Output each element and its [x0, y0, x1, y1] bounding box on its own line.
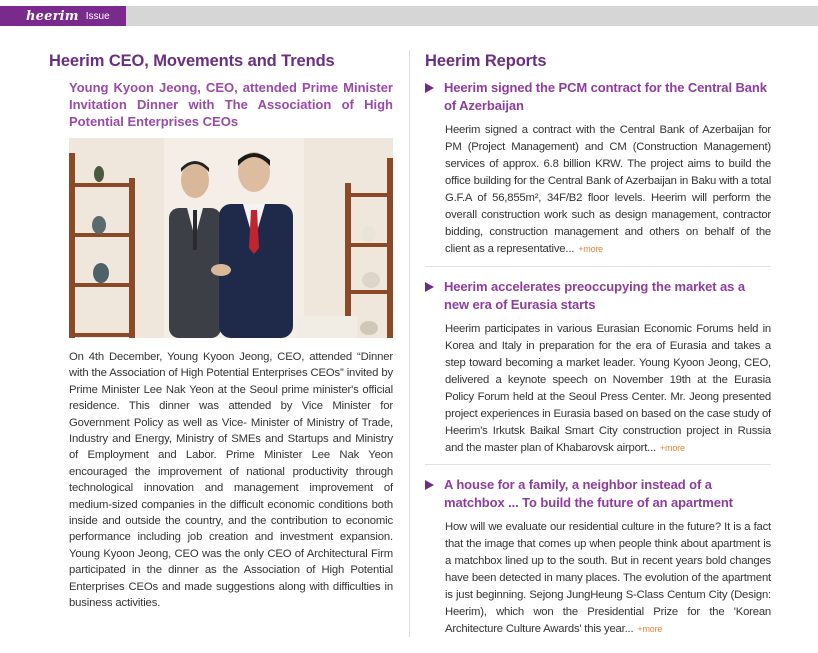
- triangle-bullet-icon: [425, 282, 434, 292]
- top-bar: [0, 6, 818, 26]
- report-title[interactable]: Heerim signed the PCM contract for the Central Bank of Azerbaijan: [444, 80, 767, 113]
- article-separator: [425, 266, 771, 267]
- triangle-bullet-icon: [425, 480, 434, 490]
- triangle-bullet-icon: [425, 83, 434, 93]
- more-link[interactable]: +more: [578, 244, 603, 254]
- section-label: Issue: [85, 10, 110, 22]
- report-body: How will we evaluate our residential culture in the future? It is a fact that the image that comes up when people think about apartment is a matchbox lined up to the south. But in recent years bold changes have been detected in many places. The evolution of the apartment is just beginning. Sejong JungHeung S-Class Centum City (Design: Heerim), which won the Presidential Prize for the 'Korean Architecture Culture Awards' this year... +more: [445, 521, 771, 635]
- left-article-body: On 4th December, Young Kyoon Jeong, CEO, attended “Dinner with the Association of High Potential Enterprises CEOs” invited by Prime Minister Lee Nak Yeon at the Seoul prime minister's official residence. This dinner was attended by Vice Minister for Government Policy as well as Vice- Minister of Ministry of Trade, Industry and Energy, Ministry of SMEs and Startups and Ministry of Employment and Labor. Prime Minister Lee Nak Yeon encouraged the improvement of national productivity through technological innovation and management improvement of medium-sized companies in the difficult economic conditions both inside and outside the country, and the contribution to economic performance including job creation and investment expansion. Young Kyoon Jeong, CEO was the only CEO of Architectural Firm participated in the dinner as the Association of High Potential Enterprises CEOs and made suggestions along with difficulties in business activities.: [69, 351, 393, 610]
- article-separator: [425, 464, 771, 465]
- more-link[interactable]: +more: [659, 443, 685, 453]
- report-body: Heerim signed a contract with the Central Bank of Azerbaijan for PM (Project Management) and CM (Construction Management) services of approx. 6.8 billion KRW. The project aims to build the office building for the Central Bank of Azerbaijan in Baku with a total G.F.A of 56,855m², 34F/B2 floor levels. Heerim will perform the overall construction work such as design management, contractor bidding, construction management and others on behalf of the client as a representative... +more: [445, 124, 771, 255]
- brand-logo: heerim: [26, 8, 79, 24]
- ceo-meeting-photo: [69, 138, 393, 338]
- more-link[interactable]: +more: [637, 624, 663, 634]
- column-divider: [409, 50, 410, 637]
- report-article-2: [425, 278, 771, 457]
- report-title[interactable]: A house for a family, a neighbor instead of a matchbox ... To build the future of an apartment: [444, 477, 733, 510]
- right-section-title: Heerim Reports: [425, 52, 547, 70]
- brand-tab[interactable]: [0, 6, 126, 26]
- report-article-3: [425, 476, 771, 638]
- left-article-subtitle: Young Kyoon Jeong, CEO, attended Prime Minister Invitation Dinner with The Association of High Potential Enterprises CEOs: [69, 80, 393, 129]
- left-section-title: Heerim CEO, Movements and Trends: [49, 52, 335, 70]
- report-article-1: [425, 79, 771, 258]
- report-body: Heerim participates in various Eurasian Economic Forums held in Korea and Italy in preparation for the era of Eurasia and takes a step toward becoming a market leader. Young Kyoon Jeong, CEO, delivered a keynote speech on November 19th at the Eurasia Policy Forum held at the Seoul Press Center. Mr. Jeong presented project experiences in Eurasia based on based on the case study of Heerim's Irkutsk Baikal Smart City construction project in Russia and the master plan of Khabarovsk airport... +more: [445, 323, 771, 454]
- report-title[interactable]: Heerim accelerates preoccupying the market as a new era of Eurasia starts: [444, 279, 745, 312]
